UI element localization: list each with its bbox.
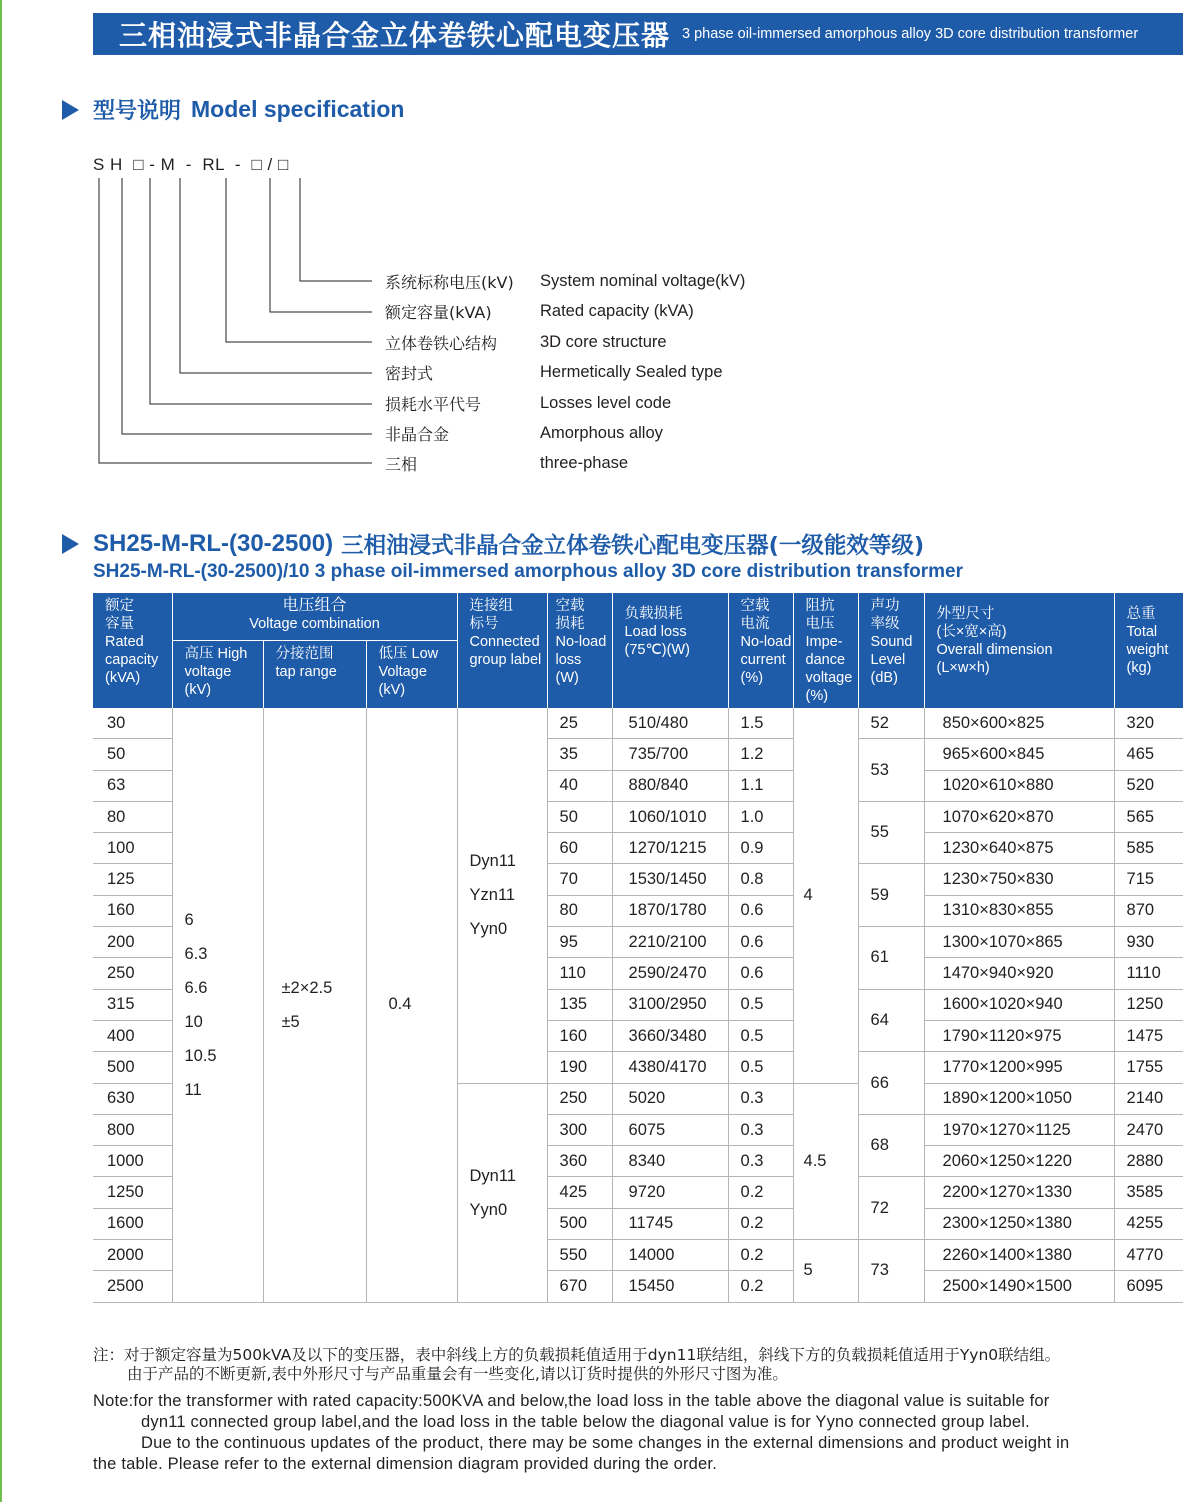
bracket-line-losses: [150, 178, 372, 404]
spec-cn: 密封式: [385, 363, 434, 383]
cell-sound: 72: [858, 1177, 924, 1240]
note-en-line2: dyn11 connected group label,and the load loss in the table below the diagonal value is for Yyno connected group label.: [141, 1413, 1030, 1431]
h-text: Voltage: [378, 664, 427, 681]
h-text: 额定: [105, 598, 134, 614]
hv-value: 10.5: [184, 1046, 217, 1065]
spec-cn: 损耗水平代号: [385, 394, 482, 414]
cell-noload-loss: 50: [547, 801, 612, 832]
h-text: 总重: [1126, 606, 1156, 622]
h-text: (kVA): [105, 670, 141, 686]
cell-load-loss: 1870/1780: [612, 895, 728, 926]
hv-value: 6.6: [184, 978, 208, 997]
h-text: voltage: [184, 664, 232, 681]
tap-value: ±2×2.5: [281, 978, 333, 997]
cell-noload-loss: 670: [547, 1271, 612, 1302]
cell-sound: 68: [858, 1114, 924, 1177]
cell-load-loss: 11745: [612, 1208, 728, 1239]
cell-weight: 3585: [1114, 1177, 1183, 1208]
cell-noload-current: 0.3: [728, 1083, 793, 1114]
h-text: current: [740, 652, 786, 668]
spec-cn: 立体卷铁心结构: [385, 333, 498, 353]
cell-noload-loss: 135: [547, 989, 612, 1020]
header-load-loss: [612, 593, 728, 708]
h-text: Connected: [469, 634, 540, 650]
hv-value: 6: [184, 910, 194, 929]
cell-capacity: 1600: [93, 1208, 172, 1239]
h-text: Impe-: [805, 634, 843, 650]
note-en-line4: the table. Please refer to the external dimension diagram provided during the order.: [93, 1455, 717, 1473]
cell-sound: 52: [858, 708, 924, 739]
header-tap: [263, 641, 366, 708]
h-text: 空载: [555, 598, 585, 614]
cell-dimension: 1070×620×870: [924, 801, 1114, 832]
header-dimension: [924, 593, 1114, 708]
cell-noload-loss: 95: [547, 927, 612, 958]
cell-load-loss: 1270/1215: [612, 833, 728, 864]
spec-en: Losses level code: [540, 393, 672, 412]
cell-dimension: 1970×1270×1125: [924, 1114, 1114, 1145]
cell-noload-loss: 250: [547, 1083, 612, 1114]
h-text: (kV): [184, 682, 212, 699]
bracket-line-sealed: [180, 178, 372, 373]
h-text: 空载: [740, 598, 770, 614]
cell-capacity: 63: [93, 770, 172, 801]
header-sound: [858, 593, 924, 708]
cell-sound: 64: [858, 989, 924, 1052]
note-cn-line2: 由于产品的不断更新,表中外形尺寸与产品重量会有一些变化,请以订货时提供的外形尺寸图为准。: [127, 1365, 788, 1383]
h-text: 低压 Low: [378, 646, 439, 663]
h-text: 损耗: [555, 616, 585, 632]
hv-value: 11: [184, 1080, 202, 1099]
cell-noload-current: 1.2: [728, 739, 793, 770]
cell-sound: 61: [858, 927, 924, 990]
cell-capacity: 2000: [93, 1240, 172, 1271]
cell-capacity: 30: [93, 708, 172, 739]
table-heading-code: SH25-M-RL-(30-2500): [93, 530, 334, 557]
spec-cn: 系统标称电压(kV): [385, 272, 514, 292]
cell-sound: 55: [858, 801, 924, 864]
h-text: voltage: [805, 670, 853, 686]
cell-weight: 6095: [1114, 1271, 1183, 1302]
h-text: 分接范围: [275, 646, 334, 663]
h-text: No-load: [740, 634, 792, 650]
cell-noload-current: 0.2: [728, 1208, 793, 1239]
cell-load-loss: 5020: [612, 1083, 728, 1114]
table-section-heading: [62, 528, 924, 560]
h-text: group label: [469, 652, 542, 668]
h-text: Total: [1126, 624, 1158, 640]
table-subtitle: SH25-M-RL-(30-2500)/10 3 phase oil-immersed amorphous alloy 3D core distribution transformer: [93, 561, 964, 582]
cell-load-loss: 3660/3480: [612, 1020, 728, 1051]
h-text: (75℃)(W): [624, 642, 690, 658]
cell-load-loss: 1530/1450: [612, 864, 728, 895]
spec-en: three-phase: [540, 453, 629, 472]
cell-weight: 2470: [1114, 1114, 1183, 1145]
cell-dimension: 2060×1250×1220: [924, 1146, 1114, 1177]
cell-load-loss: 4380/4170: [612, 1052, 728, 1083]
cell-dimension: 1770×1200×995: [924, 1052, 1114, 1083]
cell-capacity: 160: [93, 895, 172, 926]
h-text: 电压: [805, 616, 835, 632]
note-en: [93, 1391, 1188, 1475]
cell-capacity: 315: [93, 989, 172, 1020]
cell-weight: 1110: [1114, 958, 1183, 989]
cell-dimension: 1020×610×880: [924, 770, 1114, 801]
cell-group-a: [457, 708, 547, 1083]
cell-dimension: 965×600×845: [924, 739, 1114, 770]
cell-noload-current: 0.5: [728, 989, 793, 1020]
cell-capacity: 630: [93, 1083, 172, 1114]
h-text: (%): [805, 688, 829, 704]
header-capacity: [93, 593, 172, 708]
cell-load-loss: 2210/2100: [612, 927, 728, 958]
spec-en: System nominal voltage(kV): [540, 271, 746, 290]
h-text: 电压组合: [282, 597, 347, 614]
spec-row-sealed: [385, 360, 723, 384]
model-heading-en: Model specification: [191, 96, 405, 122]
note-en-line3: Due to the continuous updates of the product, there may be some changes in the external dimensions and product weight in: [141, 1434, 1070, 1452]
cell-impedance: 4: [793, 708, 858, 1083]
cell-capacity: 2500: [93, 1271, 172, 1302]
h-text: Rated: [105, 634, 144, 650]
header-weight: [1114, 593, 1183, 708]
header-noload-current: [728, 593, 793, 708]
note-en-line1: Note:for the transformer with rated capacity:500KVA and below,the load loss in the table above the diagonal value is suitable for: [93, 1392, 1050, 1410]
header-row-1: [93, 593, 1183, 641]
h-text: 外型尺寸: [936, 606, 995, 622]
cell-noload-loss: 35: [547, 739, 612, 770]
cell-noload-loss: 80: [547, 895, 612, 926]
cell-dimension: 1310×830×855: [924, 895, 1114, 926]
cell-noload-loss: 425: [547, 1177, 612, 1208]
bracket-line-amorphous: [122, 178, 372, 434]
group-value: Yyn0: [469, 920, 508, 939]
cell-load-loss: 1060/1010: [612, 801, 728, 832]
h-text: Level: [870, 652, 906, 668]
cell-load-loss: 9720: [612, 1177, 728, 1208]
h-text: No-load: [555, 634, 607, 650]
spec-cn: 额定容量(kVA): [385, 302, 492, 322]
cell-tap: [263, 708, 366, 1302]
cell-dimension: 1300×1070×865: [924, 927, 1114, 958]
spec-row-voltage: [385, 269, 745, 293]
cell-weight: 4255: [1114, 1208, 1183, 1239]
cell-weight: 1475: [1114, 1020, 1183, 1051]
cell-sound: 66: [858, 1052, 924, 1115]
bracket-line-core: [226, 178, 372, 342]
h-text: 阻抗: [805, 598, 835, 614]
cell-capacity: 800: [93, 1114, 172, 1145]
header-noload-loss: [547, 593, 612, 708]
cell-weight: 465: [1114, 739, 1183, 770]
bracket-line-capacity: [270, 178, 372, 312]
cell-noload-current: 0.3: [728, 1146, 793, 1177]
cell-weight: 870: [1114, 895, 1183, 926]
cell-dimension: 1230×640×875: [924, 833, 1114, 864]
cell-capacity: 500: [93, 1052, 172, 1083]
cell-sound: 59: [858, 864, 924, 927]
bracket-line-voltage: [300, 178, 372, 281]
h-text: loss: [555, 652, 582, 668]
cell-dimension: 1890×1200×1050: [924, 1083, 1114, 1114]
tap-value: ±5: [281, 1012, 300, 1031]
h-text: (dB): [870, 670, 898, 686]
h-text: 高压 High: [184, 646, 248, 663]
h-text: tap range: [275, 664, 337, 681]
cell-noload-current: 0.5: [728, 1020, 793, 1051]
cell-noload-loss: 25: [547, 708, 612, 739]
h-text: Overall dimension: [936, 642, 1053, 658]
group-value: Yzn11: [469, 886, 516, 905]
cell-load-loss: 3100/2950: [612, 989, 728, 1020]
h-text: (长×宽×高): [936, 624, 1007, 640]
cell-capacity: 1000: [93, 1146, 172, 1177]
table-row: [93, 708, 1183, 739]
cell-noload-loss: 110: [547, 958, 612, 989]
cell-noload-current: 0.6: [728, 895, 793, 926]
cell-noload-loss: 190: [547, 1052, 612, 1083]
h-text: 负载损耗: [624, 606, 683, 622]
h-text: (kg): [1126, 660, 1152, 676]
cell-noload-loss: 160: [547, 1020, 612, 1051]
cell-hv: [172, 708, 263, 1302]
model-code: S H □ - M - RL - □ / □: [93, 155, 289, 174]
cell-noload-current: 0.8: [728, 864, 793, 895]
cell-load-loss: 15450: [612, 1271, 728, 1302]
h-text: (W): [555, 670, 579, 686]
cell-sound: 73: [858, 1240, 924, 1303]
cell-capacity: 1250: [93, 1177, 172, 1208]
h-text: (kV): [378, 682, 406, 699]
spec-table: [93, 593, 1183, 1303]
cell-dimension: 1790×1120×975: [924, 1020, 1114, 1051]
group-value: Dyn11: [469, 1166, 516, 1185]
h-text: 容量: [105, 616, 134, 632]
spec-cn: 三相: [385, 454, 418, 474]
cell-weight: 520: [1114, 770, 1183, 801]
cell-noload-current: 0.6: [728, 958, 793, 989]
cell-weight: 320: [1114, 708, 1183, 739]
cell-dimension: 1470×940×920: [924, 958, 1114, 989]
cell-dimension: 2500×1490×1500: [924, 1271, 1114, 1302]
cell-noload-loss: 360: [547, 1146, 612, 1177]
spec-en: Amorphous alloy: [540, 423, 663, 442]
table-heading-cn: 三相油浸式非晶合金立体卷铁心配电变压器(一级能效等级): [341, 533, 925, 559]
cell-load-loss: 2590/2470: [612, 958, 728, 989]
cell-weight: 1755: [1114, 1052, 1183, 1083]
h-text: 率级: [870, 616, 900, 632]
h-text: Load loss: [624, 624, 687, 640]
h-text: (L×w×h): [936, 660, 990, 676]
h-text: dance: [805, 652, 846, 668]
spec-cn: 非晶合金: [385, 424, 450, 444]
cell-noload-current: 0.3: [728, 1114, 793, 1145]
cell-capacity: 80: [93, 801, 172, 832]
cell-noload-loss: 550: [547, 1240, 612, 1271]
cell-load-loss: 510/480: [612, 708, 728, 739]
group-value: Dyn11: [469, 852, 516, 871]
bracket-line-phase: [99, 178, 372, 463]
h-text: 连接组: [469, 598, 514, 614]
cell-weight: 565: [1114, 801, 1183, 832]
header-voltage-combination: [172, 593, 457, 641]
header-group: [457, 593, 547, 708]
cell-dimension: 2300×1250×1380: [924, 1208, 1114, 1239]
cell-weight: 4770: [1114, 1240, 1183, 1271]
cell-noload-loss: 40: [547, 770, 612, 801]
spec-row-amorphous: [385, 421, 663, 445]
cell-capacity: 250: [93, 958, 172, 989]
cell-noload-current: 1.1: [728, 770, 793, 801]
header-lv: [366, 641, 457, 708]
cell-weight: 585: [1114, 833, 1183, 864]
cell-weight: 2140: [1114, 1083, 1183, 1114]
cell-load-loss: 8340: [612, 1146, 728, 1177]
h-text: weight: [1126, 642, 1169, 658]
cell-dimension: 2200×1270×1330: [924, 1177, 1114, 1208]
h-text: 声功: [870, 598, 900, 614]
cell-load-loss: 6075: [612, 1114, 728, 1145]
cell-noload-current: 0.2: [728, 1177, 793, 1208]
cell-dimension: 1600×1020×940: [924, 989, 1114, 1020]
banner-title-cn: 三相油浸式非晶合金立体卷铁心配电变压器: [119, 19, 671, 52]
spec-row-capacity: [385, 299, 694, 323]
cell-noload-loss: 70: [547, 864, 612, 895]
h-text: Sound: [870, 634, 913, 650]
cell-capacity: 400: [93, 1020, 172, 1051]
cell-load-loss: 14000: [612, 1240, 728, 1271]
cell-weight: 930: [1114, 927, 1183, 958]
cell-noload-loss: 300: [547, 1114, 612, 1145]
header-impedance: [793, 593, 858, 708]
notes-block: [93, 1346, 1188, 1475]
cell-noload-current: 0.2: [728, 1271, 793, 1302]
cell-weight: 2880: [1114, 1146, 1183, 1177]
cell-noload-current: 0.9: [728, 833, 793, 864]
hv-value: 6.3: [184, 944, 208, 963]
cell-dimension: 850×600×825: [924, 708, 1114, 739]
banner-title-en: 3 phase oil-immersed amorphous alloy 3D core distribution transformer: [682, 26, 1139, 42]
cell-weight: 1250: [1114, 989, 1183, 1020]
cell-group-b: [457, 1083, 547, 1302]
cell-noload-current: 1.0: [728, 801, 793, 832]
h-text: (%): [740, 670, 764, 686]
cell-noload-loss: 60: [547, 833, 612, 864]
cell-noload-current: 0.5: [728, 1052, 793, 1083]
spec-row-phase: [385, 451, 628, 475]
group-value: Yyn0: [469, 1200, 508, 1219]
cell-dimension: 1230×750×830: [924, 864, 1114, 895]
model-heading-cn: 型号说明: [93, 99, 182, 124]
spec-en: Hermetically Sealed type: [540, 362, 723, 381]
spec-en: 3D core structure: [540, 332, 667, 351]
cell-noload-loss: 500: [547, 1208, 612, 1239]
spec-en: Rated capacity (kVA): [540, 301, 694, 320]
cell-capacity: 50: [93, 739, 172, 770]
cell-load-loss: 880/840: [612, 770, 728, 801]
cell-sound: 53: [858, 739, 924, 802]
cell-noload-current: 1.5: [728, 708, 793, 739]
cell-weight: 715: [1114, 864, 1183, 895]
hv-value: 10: [184, 1012, 203, 1031]
cell-capacity: 100: [93, 833, 172, 864]
cell-noload-current: 0.6: [728, 927, 793, 958]
cell-lv: 0.4: [366, 708, 457, 1302]
cell-impedance: 5: [793, 1240, 858, 1303]
h-text: capacity: [105, 652, 159, 668]
cell-noload-current: 0.2: [728, 1240, 793, 1271]
cell-capacity: 200: [93, 927, 172, 958]
spec-row-core: [385, 330, 667, 354]
h-text: 标号: [469, 616, 499, 632]
cell-impedance: 4.5: [793, 1083, 858, 1239]
note-cn-line1: 注：对于额定容量为500kVA及以下的变压器，表中斜线上方的负载损耗值适用于dyn11联结组，斜线下方的负载损耗值适用于Yyn0联结组。: [93, 1346, 1061, 1364]
h-text: Voltage combination: [249, 616, 380, 632]
cell-load-loss: 735/700: [612, 739, 728, 770]
header-hv: [172, 641, 263, 708]
h-text: 电流: [740, 616, 770, 632]
spec-row-losses: [385, 391, 671, 415]
cell-dimension: 2260×1400×1380: [924, 1240, 1114, 1271]
triangle-bullet-icon: [62, 534, 79, 554]
cell-capacity: 125: [93, 864, 172, 895]
